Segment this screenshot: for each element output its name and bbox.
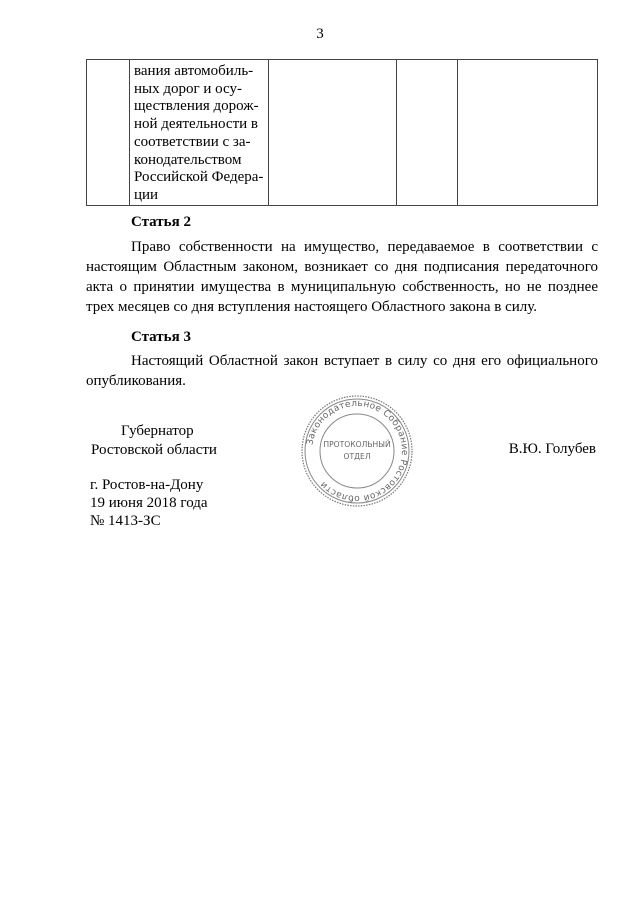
seal-inner-line1: ПРОТОКОЛЬНЫЙ bbox=[323, 440, 391, 449]
paragraph-line: трех месяцев со дня вступления настоящего Областного закона в силу. bbox=[86, 299, 537, 315]
page-number: 3 bbox=[316, 26, 324, 42]
continuation-table bbox=[86, 59, 598, 206]
cell-text-line: ных дорог и осу- bbox=[134, 80, 242, 97]
article2-body bbox=[86, 237, 598, 317]
cell-text-line: ции bbox=[134, 186, 159, 203]
table-cell-number bbox=[87, 60, 130, 206]
signatory-title-line1: Губернатор bbox=[121, 423, 194, 439]
footer-date: 19 июня 2018 года bbox=[90, 495, 208, 511]
paragraph-line: акта о принятии имущества в муниципальную собственность, но не позднее bbox=[86, 279, 598, 295]
paragraph-line: Настоящий Областной закон вступает в силу со дня его официального bbox=[131, 353, 598, 369]
signatory-name: В.Ю. Голубев bbox=[508, 441, 596, 457]
cell-text-line: ной деятельности в bbox=[134, 116, 259, 133]
cell-text-line: ществления дорож- bbox=[134, 98, 259, 115]
table-cell-purpose bbox=[130, 60, 269, 206]
signatory-title-line2: Ростовской области bbox=[91, 442, 217, 458]
article3-body bbox=[86, 351, 598, 391]
official-seal bbox=[299, 393, 415, 509]
cell-text-line: вания автомобиль- bbox=[134, 63, 254, 79]
cell-text-line: Российской Федера- bbox=[134, 169, 264, 186]
paragraph-line: опубликования. bbox=[86, 373, 186, 389]
table-cell-empty bbox=[269, 60, 397, 206]
article2-heading: Статья 2 bbox=[131, 214, 191, 230]
footer-law-number: № 1413-ЗС bbox=[90, 513, 161, 529]
cell-text-line: соответствии с за- bbox=[134, 133, 251, 150]
table-cell-empty bbox=[458, 60, 598, 206]
article3-heading: Статья 3 bbox=[131, 329, 191, 345]
cell-text-line: конодательством bbox=[134, 151, 242, 168]
seal-outer-text: Законодательное Собрание Ростовской области bbox=[305, 398, 410, 504]
seal-inner-line2: ОТДЕЛ bbox=[343, 452, 371, 461]
footer-place: г. Ростов-на-Дону bbox=[90, 477, 204, 493]
seal-graphic bbox=[299, 393, 415, 509]
table-row bbox=[87, 60, 598, 206]
table-cell-empty bbox=[397, 60, 458, 206]
paragraph-line: настоящим Областным законом, возникает со дня подписания передаточного bbox=[86, 259, 598, 275]
paragraph-line: Право собственности на имущество, передаваемое в соответствии с bbox=[131, 239, 598, 255]
